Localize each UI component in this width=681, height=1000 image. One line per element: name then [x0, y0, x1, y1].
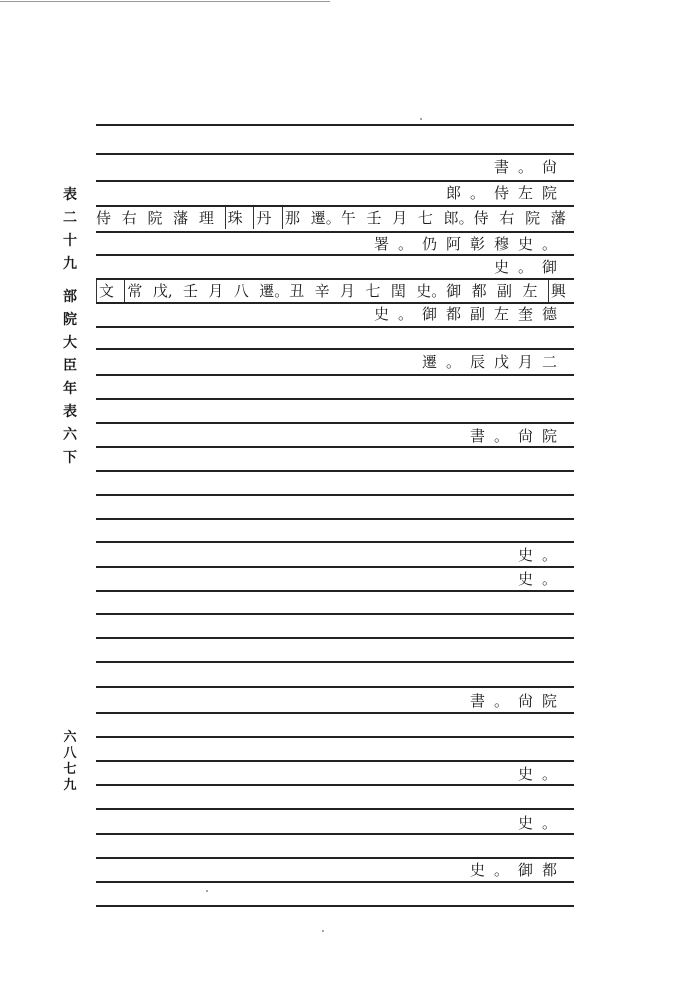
- entry-char: 閏: [390, 282, 406, 300]
- entry-row: 史。: [517, 570, 566, 588]
- entry-char: 右: [121, 209, 137, 227]
- entry-row: 史。: [517, 546, 566, 564]
- margin-char: 九: [63, 256, 77, 272]
- entry-row-wide: [96, 207, 566, 229]
- entry-char: 遷。丑: [259, 282, 305, 300]
- margin-char: 大: [63, 335, 77, 351]
- entry-char: 院: [147, 209, 163, 227]
- page-number-char: 七: [63, 762, 77, 777]
- entry-row: 史。: [517, 765, 566, 783]
- table-rule: [96, 808, 574, 810]
- entry-char: 月: [208, 282, 224, 300]
- entry-char: 院: [525, 209, 541, 227]
- table-rule: [96, 661, 574, 663]
- entry-char: 珠: [225, 207, 243, 229]
- entry-row: 遷。辰戊月二: [421, 353, 566, 371]
- margin-char: 院: [63, 312, 77, 328]
- entry-row: 史。御: [493, 258, 566, 276]
- entry-char: 史。御: [416, 282, 462, 300]
- table-rule: [96, 881, 574, 883]
- entry-char: 理: [198, 209, 214, 227]
- margin-char: 下: [63, 450, 77, 466]
- table-rule: [96, 374, 574, 376]
- table-rule: [96, 518, 574, 520]
- table-rule: [96, 566, 574, 568]
- entry-char: 七: [417, 209, 433, 227]
- scan-speck: [420, 118, 422, 120]
- table-rule: [96, 470, 574, 472]
- entry-row-wide: [96, 280, 566, 302]
- entry-char: 藩: [550, 209, 566, 227]
- page-number-char: 六: [63, 730, 77, 745]
- table-rule: [96, 760, 574, 762]
- margin-char: 二: [63, 210, 77, 226]
- entry-char: 辛: [314, 282, 330, 300]
- table-rule: [96, 736, 574, 738]
- entry-char: 都: [471, 282, 487, 300]
- table-rule: [96, 422, 574, 424]
- table-rule: [96, 124, 574, 126]
- entry-char: 月: [340, 282, 356, 300]
- page-number-char: 八: [63, 746, 77, 761]
- scan-speck: [206, 890, 208, 892]
- entry-char: 八: [233, 282, 249, 300]
- entry-char: 丹: [253, 207, 271, 229]
- entry-char: 藩: [173, 209, 189, 227]
- entry-row: 史。御都副左奎德: [373, 305, 566, 323]
- entry-char: 左: [522, 282, 538, 300]
- margin-char: 六: [63, 427, 77, 443]
- entry-char: 壬: [366, 209, 382, 227]
- entry-row: 史。御都: [469, 861, 566, 879]
- table-rule: [96, 784, 574, 786]
- entry-char: 興: [548, 280, 566, 302]
- entry-char: 文: [96, 280, 114, 302]
- ruled-table: [96, 0, 574, 1000]
- entry-char: 副: [497, 282, 513, 300]
- table-rule: [96, 712, 574, 714]
- scan-speck: [322, 930, 324, 932]
- entry-char: 遷。午: [310, 209, 356, 227]
- entry-char: 侍: [96, 209, 112, 227]
- table-rule: [96, 637, 574, 639]
- table-rule: [96, 613, 574, 615]
- entry-char: 常: [124, 280, 142, 302]
- margin-char: 部: [63, 289, 77, 305]
- entry-row: 書。尙: [493, 158, 566, 176]
- entry-char: 壬: [182, 282, 198, 300]
- entry-row: 書。尙院: [469, 692, 566, 710]
- entry-char: 那: [282, 207, 300, 229]
- margin-char: 臣: [63, 358, 77, 374]
- entry-char: 月: [392, 209, 408, 227]
- entry-char: 戊,: [152, 282, 173, 300]
- page-number: [60, 730, 80, 794]
- table-rule: [96, 494, 574, 496]
- margin-title: [58, 184, 82, 470]
- entry-row: 署。仍阿彰穆史。: [373, 235, 566, 253]
- table-rule: [96, 153, 574, 155]
- table-rule: [96, 398, 574, 400]
- margin-char: 表: [63, 187, 77, 203]
- entry-row: 郞。侍左院: [445, 184, 566, 202]
- entry-row: 書。尙院: [469, 427, 566, 445]
- page-number-char: 九: [63, 778, 77, 793]
- margin-char: 十: [63, 233, 77, 249]
- table-rule: [96, 348, 574, 350]
- table-rule: [96, 833, 574, 835]
- entry-char: 右: [499, 209, 515, 227]
- table-rule: [96, 541, 574, 543]
- table-rule: [96, 686, 574, 688]
- margin-char: 年: [63, 381, 77, 397]
- table-rule: [96, 905, 574, 907]
- table-rule: [96, 590, 574, 592]
- margin-char: 表: [63, 404, 77, 420]
- entry-char: 郎。侍: [443, 209, 489, 227]
- entry-row: 史。: [517, 814, 566, 832]
- table-rule: [96, 326, 574, 328]
- entry-char: 七: [365, 282, 381, 300]
